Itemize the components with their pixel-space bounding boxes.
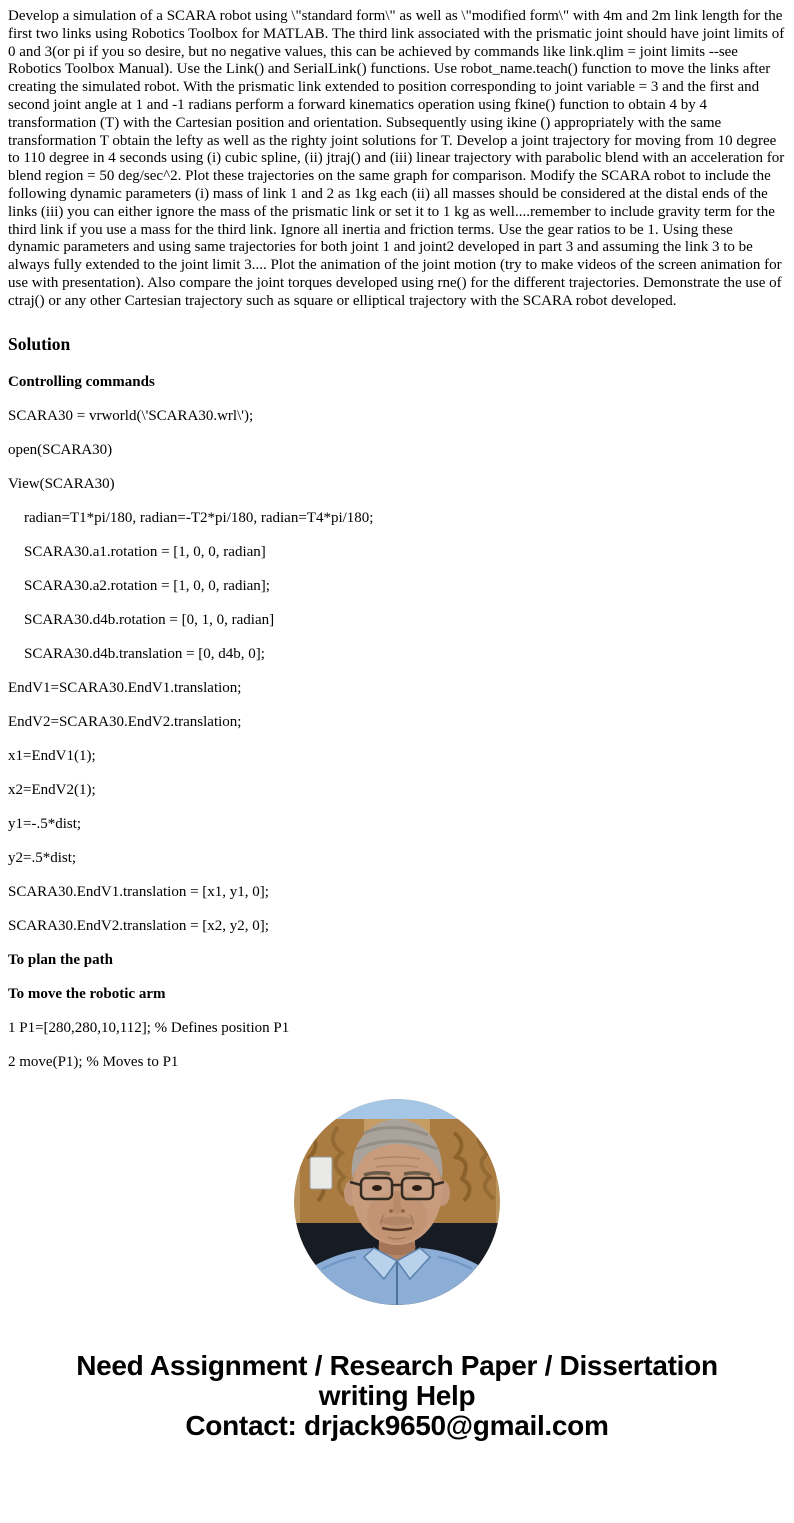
presenter-photo — [294, 1099, 500, 1305]
code-line: open(SCARA30) — [8, 441, 113, 458]
step-line: 2 move(P1); % Moves to P1 — [8, 1053, 179, 1070]
promo-line: Need Assignment / Research Paper / Dissertation — [76, 1349, 718, 1381]
code-line: x1=EndV1(1); — [8, 747, 96, 764]
move-arm-heading: To move the robotic arm — [8, 985, 166, 1002]
code-line: radian=T1*pi/180, radian=-T2*pi/180, radian=T4*pi/180; — [24, 509, 374, 526]
code-line: SCARA30.a2.rotation = [1, 0, 0, radian]; — [24, 577, 270, 594]
promo-line: writing Help — [318, 1379, 476, 1411]
step-line: 1 P1=[280,280,10,112]; % Defines position P1 — [8, 1019, 290, 1036]
code-line: SCARA30 = vrworld(\'SCARA30.wrl\'); — [8, 407, 254, 424]
code-line: SCARA30.d4b.translation = [0, d4b, 0]; — [24, 645, 265, 662]
code-line: SCARA30.EndV1.translation = [x1, y1, 0]; — [8, 883, 269, 900]
controlling-commands-heading: Controlling commands — [8, 373, 155, 390]
code-line: y1=-.5*dist; — [8, 815, 82, 832]
code-line: x2=EndV2(1); — [8, 781, 96, 798]
problem-statement: Develop a simulation of a SCARA robot using \"standard form\" as well as \"modified form\" with 4m and 2m link length for the first two links using Robotics Toolbox for MATLAB. The third link associated with the prismatic joint should have joint limits of 0 and 3(or pi if you so desire, but no negative values, this can be achieved by commands like link.qlim = joint limits --see Robotics Toolbox Manual). Use the Link() and SerialLink() functions. Use robot_name.teach() function to move the links after creating the simulated robot. With the prismatic link extended to position corresponding to joint variable = 3 and the first and second joint angle at 1 and -1 radians perform a forward kinematics operation using fkine() function to obtain 4 by 4 transformation (T) with the Cartesian position and orientation. Subsequently using ikine () appropriately with the same transformation T obtain the lefty as well as the righty joint solutions for T. Develop a joint trajectory for moving from 10 degree to 110 degree in 4 seconds using (i) cubic spline, (ii) jtraj() and (iii) linear trajectory with parabolic blend with an acceleration for blend region = 50 deg/sec^2. Plot these trajectories on the same graph for comparison. Modify the SCARA robot to include the following dynamic parameters (i) mass of link 1 and 2 as 1kg each (ii) all masses should be considered at the distal ends of the links (iii) you can either ignore the mass of the prismatic link or set it to 1 kg as well....remember to include gravity term for the third link if you use a mass for the third link. Ignore all inertia and friction terms. Use the gear ratios to be 1. Using these dynamic parameters and using same trajectories for both joint 1 and joint2 developed in part 3 and assuming the link 3 to be always fully extended to the joint limit 3.... Plot the animation of the joint motion (try to make videos of the screen animation for use with presentation). Also compare the joint torques developed using rne() for the different trajectories. Demonstrate the use of ctraj() or any other Cartesian trajectory such as square or elliptical trajectory with the SCARA robot developed. — [8, 8, 785, 309]
promo-footer — [8, 1351, 786, 1441]
code-line: y2=.5*dist; — [8, 849, 77, 866]
code-line: EndV2=SCARA30.EndV2.translation; — [8, 713, 242, 730]
code-line: SCARA30.a1.rotation = [1, 0, 0, radian] — [24, 543, 266, 560]
code-line: SCARA30.d4b.rotation = [0, 1, 0, radian] — [24, 611, 275, 628]
plan-path-heading: To plan the path — [8, 951, 113, 968]
solution-heading: Solution — [8, 333, 71, 354]
contact-email: Contact: drjack9650@gmail.com — [185, 1409, 609, 1441]
avatar-container — [8, 1099, 786, 1305]
code-line: View(SCARA30) — [8, 475, 115, 492]
code-line: EndV1=SCARA30.EndV1.translation; — [8, 679, 242, 696]
code-line: SCARA30.EndV2.translation = [x2, y2, 0]; — [8, 917, 269, 934]
